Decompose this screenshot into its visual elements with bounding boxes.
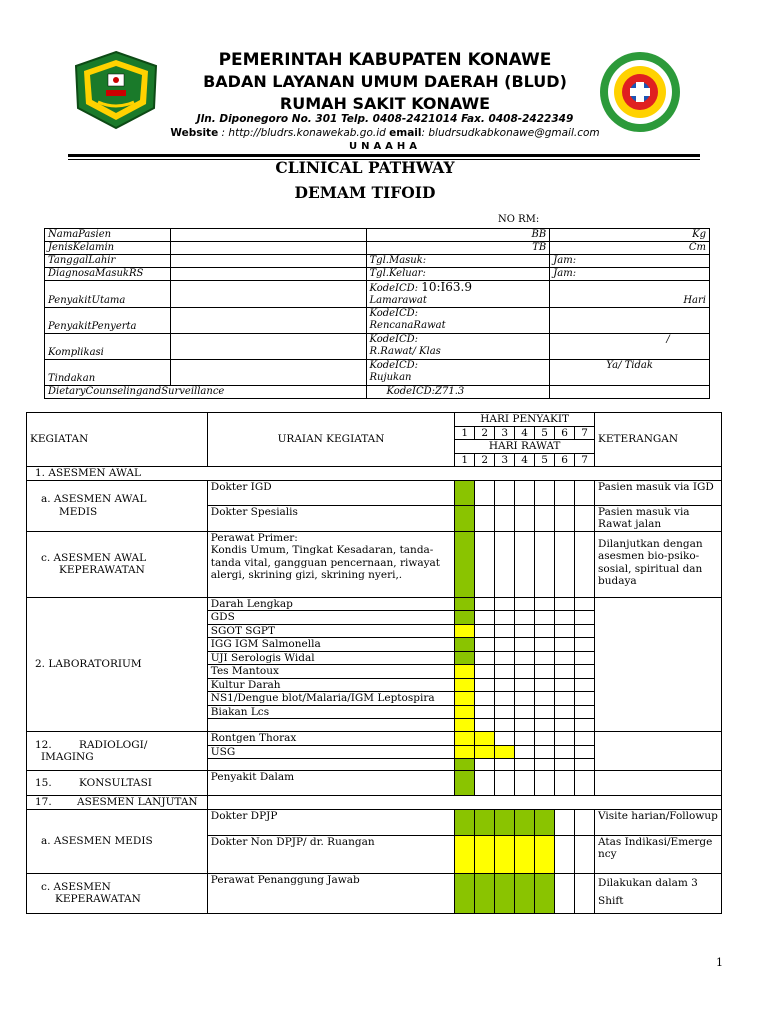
day-cell[interactable] bbox=[575, 835, 595, 873]
day-cell[interactable] bbox=[475, 771, 495, 796]
tanggal-lahir-label: TanggalLahir bbox=[45, 255, 171, 268]
asesmen-keperawatan-label bbox=[27, 873, 208, 913]
day-cell[interactable] bbox=[555, 505, 575, 531]
header-line1: PEMERINTAH KABUPATEN KONAWE bbox=[218, 50, 552, 70]
day-cell[interactable] bbox=[515, 597, 535, 611]
asesmen-lanjutan-num: 17. bbox=[35, 796, 52, 808]
day-cell[interactable] bbox=[495, 771, 515, 796]
day-cell[interactable] bbox=[515, 638, 535, 652]
rawat-day-5: 5 bbox=[535, 453, 555, 467]
asesmen-awal-kep-line1: c. ASESMEN AWAL bbox=[41, 551, 147, 564]
ruang-rawat-label: R.Rawat/ Klas bbox=[369, 346, 441, 357]
lama-rawat-label: Lamarawat bbox=[369, 295, 427, 306]
slash-label: / bbox=[550, 334, 710, 360]
email-address: : bludrsudkabkonawe@gmail.com bbox=[421, 127, 600, 139]
day-cell[interactable] bbox=[535, 665, 555, 679]
day-cell[interactable] bbox=[455, 835, 475, 873]
day-cell[interactable] bbox=[535, 692, 555, 706]
day-cell[interactable] bbox=[515, 759, 535, 771]
konsultasi-text: KONSULTASI bbox=[79, 776, 152, 789]
day-cell[interactable] bbox=[535, 719, 555, 732]
day-cell[interactable] bbox=[455, 692, 475, 706]
lab-item: Biakan Lcs bbox=[207, 705, 454, 719]
rawat-day-2: 2 bbox=[475, 453, 495, 467]
lab-item: Darah Lengkap bbox=[207, 597, 454, 611]
day-cell[interactable] bbox=[575, 705, 595, 719]
day-cell[interactable] bbox=[555, 835, 575, 873]
day-cell[interactable] bbox=[535, 732, 555, 746]
dokter-non-dpjp: Dokter Non DPJP/ dr. Ruangan bbox=[207, 835, 454, 873]
day-cell[interactable] bbox=[535, 611, 555, 625]
day-cell[interactable] bbox=[495, 665, 515, 679]
rujukan-cell bbox=[366, 360, 550, 386]
kode-icd-cell bbox=[366, 281, 550, 308]
day-cell[interactable] bbox=[455, 745, 475, 759]
day-cell[interactable] bbox=[515, 611, 535, 625]
tgl-masuk-label: Tgl.Masuk: bbox=[366, 255, 550, 268]
day-cell[interactable] bbox=[515, 692, 535, 706]
day-cell[interactable] bbox=[555, 638, 575, 652]
day-cell[interactable] bbox=[495, 678, 515, 692]
lab-keterangan bbox=[595, 597, 722, 732]
day-cell[interactable] bbox=[475, 597, 495, 611]
asesmen-kep-line2: KEPERAWATAN bbox=[55, 893, 141, 905]
konsultasi-num: 15. bbox=[35, 776, 52, 789]
radiologi-line2: IMAGING bbox=[41, 751, 94, 763]
usg: USG bbox=[207, 745, 454, 759]
rawat-day-3: 3 bbox=[495, 453, 515, 467]
asesmen-medis-label: a. ASESMEN MEDIS bbox=[27, 809, 208, 873]
day-cell[interactable] bbox=[555, 732, 575, 746]
day-cell[interactable] bbox=[475, 873, 495, 913]
day-cell[interactable] bbox=[495, 835, 515, 873]
konsultasi-label bbox=[27, 771, 208, 796]
day-cell[interactable] bbox=[455, 732, 475, 746]
day-cell[interactable] bbox=[575, 505, 595, 531]
day-cell[interactable] bbox=[475, 505, 495, 531]
dokter-igd: Dokter IGD bbox=[207, 480, 454, 505]
day-cell[interactable] bbox=[455, 809, 475, 835]
header-line2: BADAN LAYANAN UMUM DAERAH (BLUD) bbox=[203, 72, 567, 91]
day-cell[interactable] bbox=[555, 651, 575, 665]
no-rm-label: NO RM: bbox=[498, 214, 540, 225]
day-cell[interactable] bbox=[495, 651, 515, 665]
header-contact bbox=[150, 127, 620, 139]
day-cell[interactable] bbox=[475, 678, 495, 692]
radiologi-line1: RADIOLOGI/ bbox=[79, 738, 148, 751]
day-cell[interactable] bbox=[515, 771, 535, 796]
penyakit-penyerta-label: PenyakitPenyerta bbox=[45, 308, 171, 334]
day-cell[interactable] bbox=[455, 624, 475, 638]
day-cell[interactable] bbox=[495, 732, 515, 746]
day-cell[interactable] bbox=[575, 771, 595, 796]
section-asesmen-awal: 1. ASESMEN AWAL bbox=[27, 467, 722, 481]
day-cell[interactable] bbox=[475, 624, 495, 638]
lab-item: IGG IGM Salmonella bbox=[207, 638, 454, 652]
day-cell[interactable] bbox=[475, 611, 495, 625]
lab-item bbox=[207, 719, 454, 732]
day-cell[interactable] bbox=[575, 759, 595, 771]
rencana-rawat-cell bbox=[366, 308, 550, 334]
ya-tidak-label: Ya/ Tidak bbox=[550, 360, 710, 386]
day-cell[interactable] bbox=[455, 611, 475, 625]
day-cell[interactable] bbox=[475, 692, 495, 706]
day-cell[interactable] bbox=[515, 745, 535, 759]
day-cell[interactable] bbox=[535, 759, 555, 771]
website-label: Website bbox=[170, 127, 219, 139]
day-cell[interactable] bbox=[515, 505, 535, 531]
jam-masuk-label: Jam: bbox=[550, 255, 710, 268]
lab-item: Tes Mantoux bbox=[207, 665, 454, 679]
perawat-primer-label: Perawat Primer: bbox=[210, 531, 298, 544]
header-line3: RUMAH SAKIT KONAWE bbox=[279, 94, 491, 113]
day-cell[interactable] bbox=[515, 665, 535, 679]
day-cell[interactable] bbox=[495, 505, 515, 531]
day-cell[interactable] bbox=[475, 809, 495, 835]
day-cell[interactable] bbox=[575, 480, 595, 505]
day-cell[interactable] bbox=[555, 480, 575, 505]
day-cell[interactable] bbox=[455, 505, 475, 531]
day-cell[interactable] bbox=[535, 531, 555, 597]
day-cell[interactable] bbox=[535, 597, 555, 611]
day-cell[interactable] bbox=[455, 531, 475, 597]
patient-identity-table bbox=[44, 228, 710, 399]
dokter-dpjp: Dokter DPJP bbox=[207, 809, 454, 835]
pathway-table bbox=[26, 412, 722, 914]
rawat-day-6: 6 bbox=[555, 453, 575, 467]
lab-item: NS1/Dengue blot/Malaria/IGM Leptospira bbox=[207, 692, 454, 706]
website-url: : http://bludrs.konawekab.go.id bbox=[221, 127, 386, 139]
day-cell[interactable] bbox=[575, 665, 595, 679]
day-cell[interactable] bbox=[455, 873, 475, 913]
day-cell[interactable] bbox=[495, 597, 515, 611]
day-cell[interactable] bbox=[575, 732, 595, 746]
ket-perawat-pj: Dilakukan dalam 3 Shift bbox=[595, 873, 722, 913]
day-cell[interactable] bbox=[575, 678, 595, 692]
day-cell[interactable] bbox=[495, 759, 515, 771]
day-cell[interactable] bbox=[455, 651, 475, 665]
ket-spesialis: Pasien masuk via Rawat jalan bbox=[595, 505, 722, 531]
day-cell[interactable] bbox=[455, 678, 475, 692]
day-cell[interactable] bbox=[575, 611, 595, 625]
kode-icd4-label: KodeICD: bbox=[369, 360, 419, 371]
kode-icd2-label: KodeICD: bbox=[369, 308, 419, 319]
rawat-day-7: 7 bbox=[575, 453, 595, 467]
day-cell[interactable] bbox=[515, 873, 535, 913]
day-cell[interactable] bbox=[495, 624, 515, 638]
day-cell[interactable] bbox=[495, 745, 515, 759]
day-cell[interactable] bbox=[575, 692, 595, 706]
day-cell[interactable] bbox=[515, 480, 535, 505]
page-number: 1 bbox=[716, 956, 723, 969]
kode-icd-value: 10:I63.9 bbox=[421, 280, 473, 294]
day-cell[interactable] bbox=[555, 719, 575, 732]
day-cell[interactable] bbox=[455, 771, 475, 796]
rawat-day-4: 4 bbox=[515, 453, 535, 467]
day-cell[interactable] bbox=[535, 624, 555, 638]
day-cell[interactable] bbox=[535, 651, 555, 665]
asesmen-awal-medis-label bbox=[27, 480, 208, 531]
day-cell[interactable] bbox=[495, 480, 515, 505]
day-cell[interactable] bbox=[575, 597, 595, 611]
asesmen-awal-kep-line2: KEPERAWATAN bbox=[59, 564, 145, 576]
day-cell[interactable] bbox=[515, 624, 535, 638]
rawat-day-1: 1 bbox=[455, 453, 475, 467]
hari-label: Hari bbox=[550, 281, 710, 308]
radiologi-label bbox=[27, 732, 208, 771]
ket-perawat: Dilanjutkan dengan asesmen bio-psiko-sosial, spiritual dan budaya bbox=[595, 531, 722, 597]
day-cell[interactable] bbox=[515, 732, 535, 746]
day-cell[interactable] bbox=[495, 692, 515, 706]
day-cell[interactable] bbox=[535, 835, 555, 873]
asesmen-awal-medis-line2: MEDIS bbox=[59, 505, 98, 518]
asesmen-kep-line1: c. ASESMEN bbox=[41, 880, 111, 893]
day-cell[interactable] bbox=[455, 705, 475, 719]
kg-label: Kg bbox=[550, 229, 710, 242]
penyakit-utama-label: PenyakitUtama bbox=[45, 281, 171, 308]
day-cell[interactable] bbox=[555, 759, 575, 771]
day-cell[interactable] bbox=[515, 809, 535, 835]
day-cell[interactable] bbox=[475, 732, 495, 746]
col-kegiatan: KEGIATAN bbox=[27, 413, 208, 467]
day-cell[interactable] bbox=[575, 873, 595, 913]
ket-igd: Pasien masuk via IGD bbox=[595, 480, 722, 505]
hari-rawat-header: HARI RAWAT bbox=[455, 440, 595, 454]
day-cell[interactable] bbox=[515, 678, 535, 692]
laboratorium-label: 2. LABORATORIUM bbox=[27, 597, 208, 732]
day-4: 4 bbox=[515, 426, 535, 440]
day-cell[interactable] bbox=[575, 638, 595, 652]
asesmen-awal-keperawatan-label bbox=[27, 531, 208, 597]
perawat-primer-cell bbox=[207, 531, 454, 597]
day-cell[interactable] bbox=[575, 651, 595, 665]
day-cell[interactable] bbox=[475, 835, 495, 873]
header-address: Jln. Diponegoro No. 301 Telp. 0408-2421014 Fax. 0408-2422349 bbox=[196, 113, 574, 125]
day-cell[interactable] bbox=[555, 597, 575, 611]
tindakan-label: Tindakan bbox=[45, 360, 171, 386]
day-cell[interactable] bbox=[535, 771, 555, 796]
day-cell[interactable] bbox=[455, 759, 475, 771]
day-cell[interactable] bbox=[475, 719, 495, 732]
day-cell[interactable] bbox=[535, 705, 555, 719]
ruang-rawat-cell bbox=[366, 334, 550, 360]
header-rule bbox=[68, 154, 700, 157]
day-cell[interactable] bbox=[475, 745, 495, 759]
day-cell[interactable] bbox=[495, 638, 515, 652]
day-cell[interactable] bbox=[575, 745, 595, 759]
nama-pasien-label: NamaPasien bbox=[45, 229, 171, 242]
radiologi-num: 12. bbox=[35, 738, 52, 751]
day-cell[interactable] bbox=[475, 705, 495, 719]
day-3: 3 bbox=[495, 426, 515, 440]
perawat-penanggung-jawab: Perawat Penanggung Jawab bbox=[207, 873, 454, 913]
day-cell[interactable] bbox=[455, 597, 475, 611]
dietary-label: DietaryCounselingandSurveillance bbox=[45, 386, 367, 399]
hari-penyakit-header: HARI PENYAKIT bbox=[455, 413, 595, 427]
day-cell[interactable] bbox=[515, 835, 535, 873]
day-cell[interactable] bbox=[495, 611, 515, 625]
day-cell[interactable] bbox=[475, 651, 495, 665]
document-title: CLINICAL PATHWAY bbox=[275, 158, 455, 177]
day-cell[interactable] bbox=[535, 745, 555, 759]
day-cell[interactable] bbox=[555, 771, 575, 796]
day-cell[interactable] bbox=[555, 678, 575, 692]
lab-item: UJI Serologis Widal bbox=[207, 651, 454, 665]
radiologi-keterangan bbox=[595, 732, 722, 771]
kode-icd5-label: KodeICD:Z71.3 bbox=[366, 386, 550, 399]
rontgen-thorax: Rontgen Thorax bbox=[207, 732, 454, 746]
day-cell[interactable] bbox=[575, 809, 595, 835]
day-cell[interactable] bbox=[475, 480, 495, 505]
day-cell[interactable] bbox=[555, 611, 575, 625]
lab-item: GDS bbox=[207, 611, 454, 625]
kabupaten-logo bbox=[70, 50, 162, 130]
day-cell[interactable] bbox=[555, 705, 575, 719]
ket-dpjp: Visite harian/Followup bbox=[595, 809, 722, 835]
day-cell[interactable] bbox=[555, 665, 575, 679]
tgl-keluar-label: Tgl.Keluar: bbox=[366, 268, 550, 281]
day-cell[interactable] bbox=[455, 719, 475, 732]
perawat-primer-text: Kondis Umum, Tingkat Kesadaran, tanda-tanda vital, gangguan pencernaan, riwayat alergi, skrining gizi, skrining nyeri,. bbox=[210, 544, 441, 581]
day-cell[interactable] bbox=[555, 873, 575, 913]
col-keterangan: KETERANGAN bbox=[595, 413, 722, 467]
asesmen-lanjutan-text: ASESMEN LANJUTAN bbox=[77, 796, 198, 808]
day-6: 6 bbox=[555, 426, 575, 440]
jenis-kelamin-label: JenisKelamin bbox=[45, 242, 171, 255]
bb-label: BB bbox=[366, 229, 550, 242]
day-cell[interactable] bbox=[475, 531, 495, 597]
kode-icd3-label: KodeICD: bbox=[369, 334, 419, 345]
day-cell[interactable] bbox=[475, 759, 495, 771]
day-cell[interactable] bbox=[535, 809, 555, 835]
day-cell[interactable] bbox=[535, 678, 555, 692]
day-cell[interactable] bbox=[475, 638, 495, 652]
day-cell[interactable] bbox=[555, 692, 575, 706]
day-cell[interactable] bbox=[555, 809, 575, 835]
day-cell[interactable] bbox=[575, 531, 595, 597]
day-cell[interactable] bbox=[535, 505, 555, 531]
day-cell[interactable] bbox=[515, 531, 535, 597]
day-cell[interactable] bbox=[495, 705, 515, 719]
ket-non-dpjp: Atas Indikasi/Emergency bbox=[595, 835, 722, 873]
day-cell[interactable] bbox=[515, 705, 535, 719]
day-cell[interactable] bbox=[455, 638, 475, 652]
day-cell[interactable] bbox=[455, 480, 475, 505]
day-cell[interactable] bbox=[515, 719, 535, 732]
lab-item: Kultur Darah bbox=[207, 678, 454, 692]
penyakit-dalam: Penyakit Dalam bbox=[207, 771, 454, 796]
day-cell[interactable] bbox=[495, 719, 515, 732]
tb-label: TB bbox=[366, 242, 550, 255]
document-subtitle: DEMAM TIFOID bbox=[294, 183, 436, 202]
day-cell[interactable] bbox=[495, 531, 515, 597]
day-cell[interactable] bbox=[475, 665, 495, 679]
day-cell[interactable] bbox=[455, 665, 475, 679]
komplikasi-label: Komplikasi bbox=[45, 334, 171, 360]
day-cell[interactable] bbox=[575, 624, 595, 638]
header-city: UNAAHA bbox=[348, 141, 422, 152]
rencana-rawat-label: RencanaRawat bbox=[369, 320, 446, 331]
day-cell[interactable] bbox=[495, 809, 515, 835]
lab-item: SGOT SGPT bbox=[207, 624, 454, 638]
day-cell[interactable] bbox=[535, 873, 555, 913]
day-cell[interactable] bbox=[535, 480, 555, 505]
day-cell[interactable] bbox=[575, 719, 595, 732]
jam-keluar-label: Jam: bbox=[550, 268, 710, 281]
day-cell[interactable] bbox=[555, 624, 575, 638]
day-7: 7 bbox=[575, 426, 595, 440]
asesmen-lanjutan-label bbox=[27, 796, 208, 810]
day-cell[interactable] bbox=[495, 873, 515, 913]
cm-label: Cm bbox=[550, 242, 710, 255]
day-cell[interactable] bbox=[535, 638, 555, 652]
asesmen-awal-medis-line1: a. ASESMEN AWAL bbox=[41, 493, 147, 505]
konsultasi-keterangan bbox=[595, 771, 722, 796]
email-label: email bbox=[389, 127, 422, 139]
asesmen-lanjutan-blank bbox=[207, 796, 721, 810]
dokter-spesialis: Dokter Spesialis bbox=[207, 505, 454, 531]
radiologi-empty bbox=[207, 759, 454, 771]
kode-icd-label: KodeICD: bbox=[369, 283, 419, 294]
diagnosa-label: DiagnosaMasukRS bbox=[45, 268, 171, 281]
day-cell[interactable] bbox=[555, 531, 575, 597]
day-cell[interactable] bbox=[515, 651, 535, 665]
rujukan-label: Rujukan bbox=[369, 372, 412, 383]
col-uraian: URAIAN KEGIATAN bbox=[207, 413, 454, 467]
day-5: 5 bbox=[535, 426, 555, 440]
day-1: 1 bbox=[455, 426, 475, 440]
day-2: 2 bbox=[475, 426, 495, 440]
day-cell[interactable] bbox=[555, 745, 575, 759]
